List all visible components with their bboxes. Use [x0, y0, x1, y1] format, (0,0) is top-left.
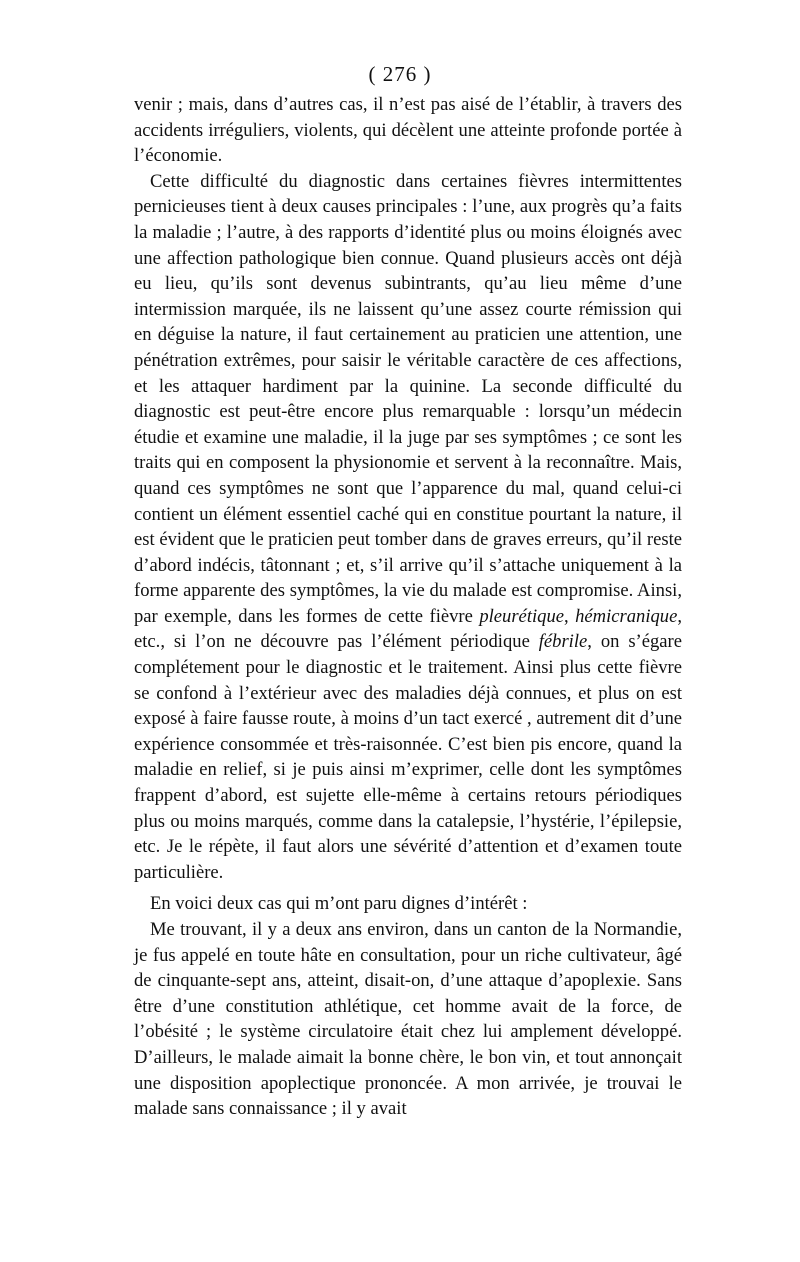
paragraph-continuation: venir ; mais, dans d’autres cas, il n’est pas aisé de l’établir, à travers des accidents irréguliers, violents, qui décèlent une atteinte profonde portée à l’économie. [134, 94, 682, 167]
page-number: ( 276 ) [368, 62, 432, 86]
paragraph-text: Cette difficulté du diagnostic dans certaines fièvres intermittentes pernicieuses tient à deux causes principales : l’une, aux progrès qu’a faits la maladie ; l’autre, à des rapports d’identité plus ou moins éloignés avec une affection pathologique bien connue. Quand plusieurs accès ont déjà eu lieu, qu’ils sont devenus subintrants, qu’au lieu même d’une intermission marquée, ils ne laissent qu’une assez courte rémission qui en déguise la nature, il faut certainement au praticien une attention, une pénétration extrêmes, pour saisir le véritable caractère de ces affections, et les attaquer hardiment par la quinine. La seconde difficulté du diagnostic est peut-être encore plus remarquable : lorsqu’un médecin étudie et examine une maladie, il la juge par ses symptômes ; ce sont les traits qui en composent la physionomie et servent à la reconnaître. Mais, quand ces symptômes ne sont que l’apparence du mal, quand celui-ci contient un élément essentiel caché qui en constitue pourtant la nature, il est évident que le praticien peut tomber dans de graves erreurs, qu’il reste d’abord indécis, tâtonnant ; et, s’il arrive qu’il s’attache uniquement à la forme apparente des symptômes, la vie du malade est compromise. Ainsi, par exemple, dans les formes de cette fièvre [134, 170, 682, 627]
paragraph-case-one: Me trouvant, il y a deux ans environ, dans un canton de la Normandie, je fus appelé en toute hâte en consultation, pour un riche cultivateur, âgé de cinquante-sept ans, atteint, disait-on, d’une attaque d’apoplexie. Sans être d’une constitution athlétique, cet homme avait de la force, de l’obésité ; le système circulatoire était chez lui amplement développé. D’ailleurs, le malade aimait la bonne chère, le bon vin, et tout annonçait une disposition apoplectique prononcée. A mon arrivée, je trouvai le malade sans connaissance ; il y avait [134, 919, 682, 1120]
paragraph-cases-intro: En voici deux cas qui m’ont paru dignes d’intérêt : [150, 893, 528, 915]
paragraph-diagnostic-difficulty [134, 169, 682, 886]
paragraph-text: , on s’égare complétement pour le diagnostic et le traitement. Ainsi plus cette fièvre se confond à l’extérieur avec des maladies déjà connues, et plus on est exposé à faire fausse route, à moins d’un tact exercé , autrement dit d’une expérience consommée et très-raisonnée. C’est bien pis encore, quand la maladie en relief, si je puis ainsi m’exprimer, celle dont les symptômes frappent d’abord, est sujette elle-même à certains retours périodiques plus ou moins marqués, comme dans la catalepsie, l’hystérie, l’épilepsie, etc. Je le répète, il faut alors une sévérité d’attention et d’examen toute particulière. [134, 631, 682, 883]
italic-term: hémicranique [575, 605, 678, 627]
separator: , [564, 605, 576, 627]
paragraph-text: , etc., si l’on ne découvre pas l’élément périodique [134, 605, 682, 653]
body-text [134, 92, 682, 1122]
italic-term: fébrile [538, 631, 588, 653]
italic-term: pleurétique [479, 605, 564, 627]
